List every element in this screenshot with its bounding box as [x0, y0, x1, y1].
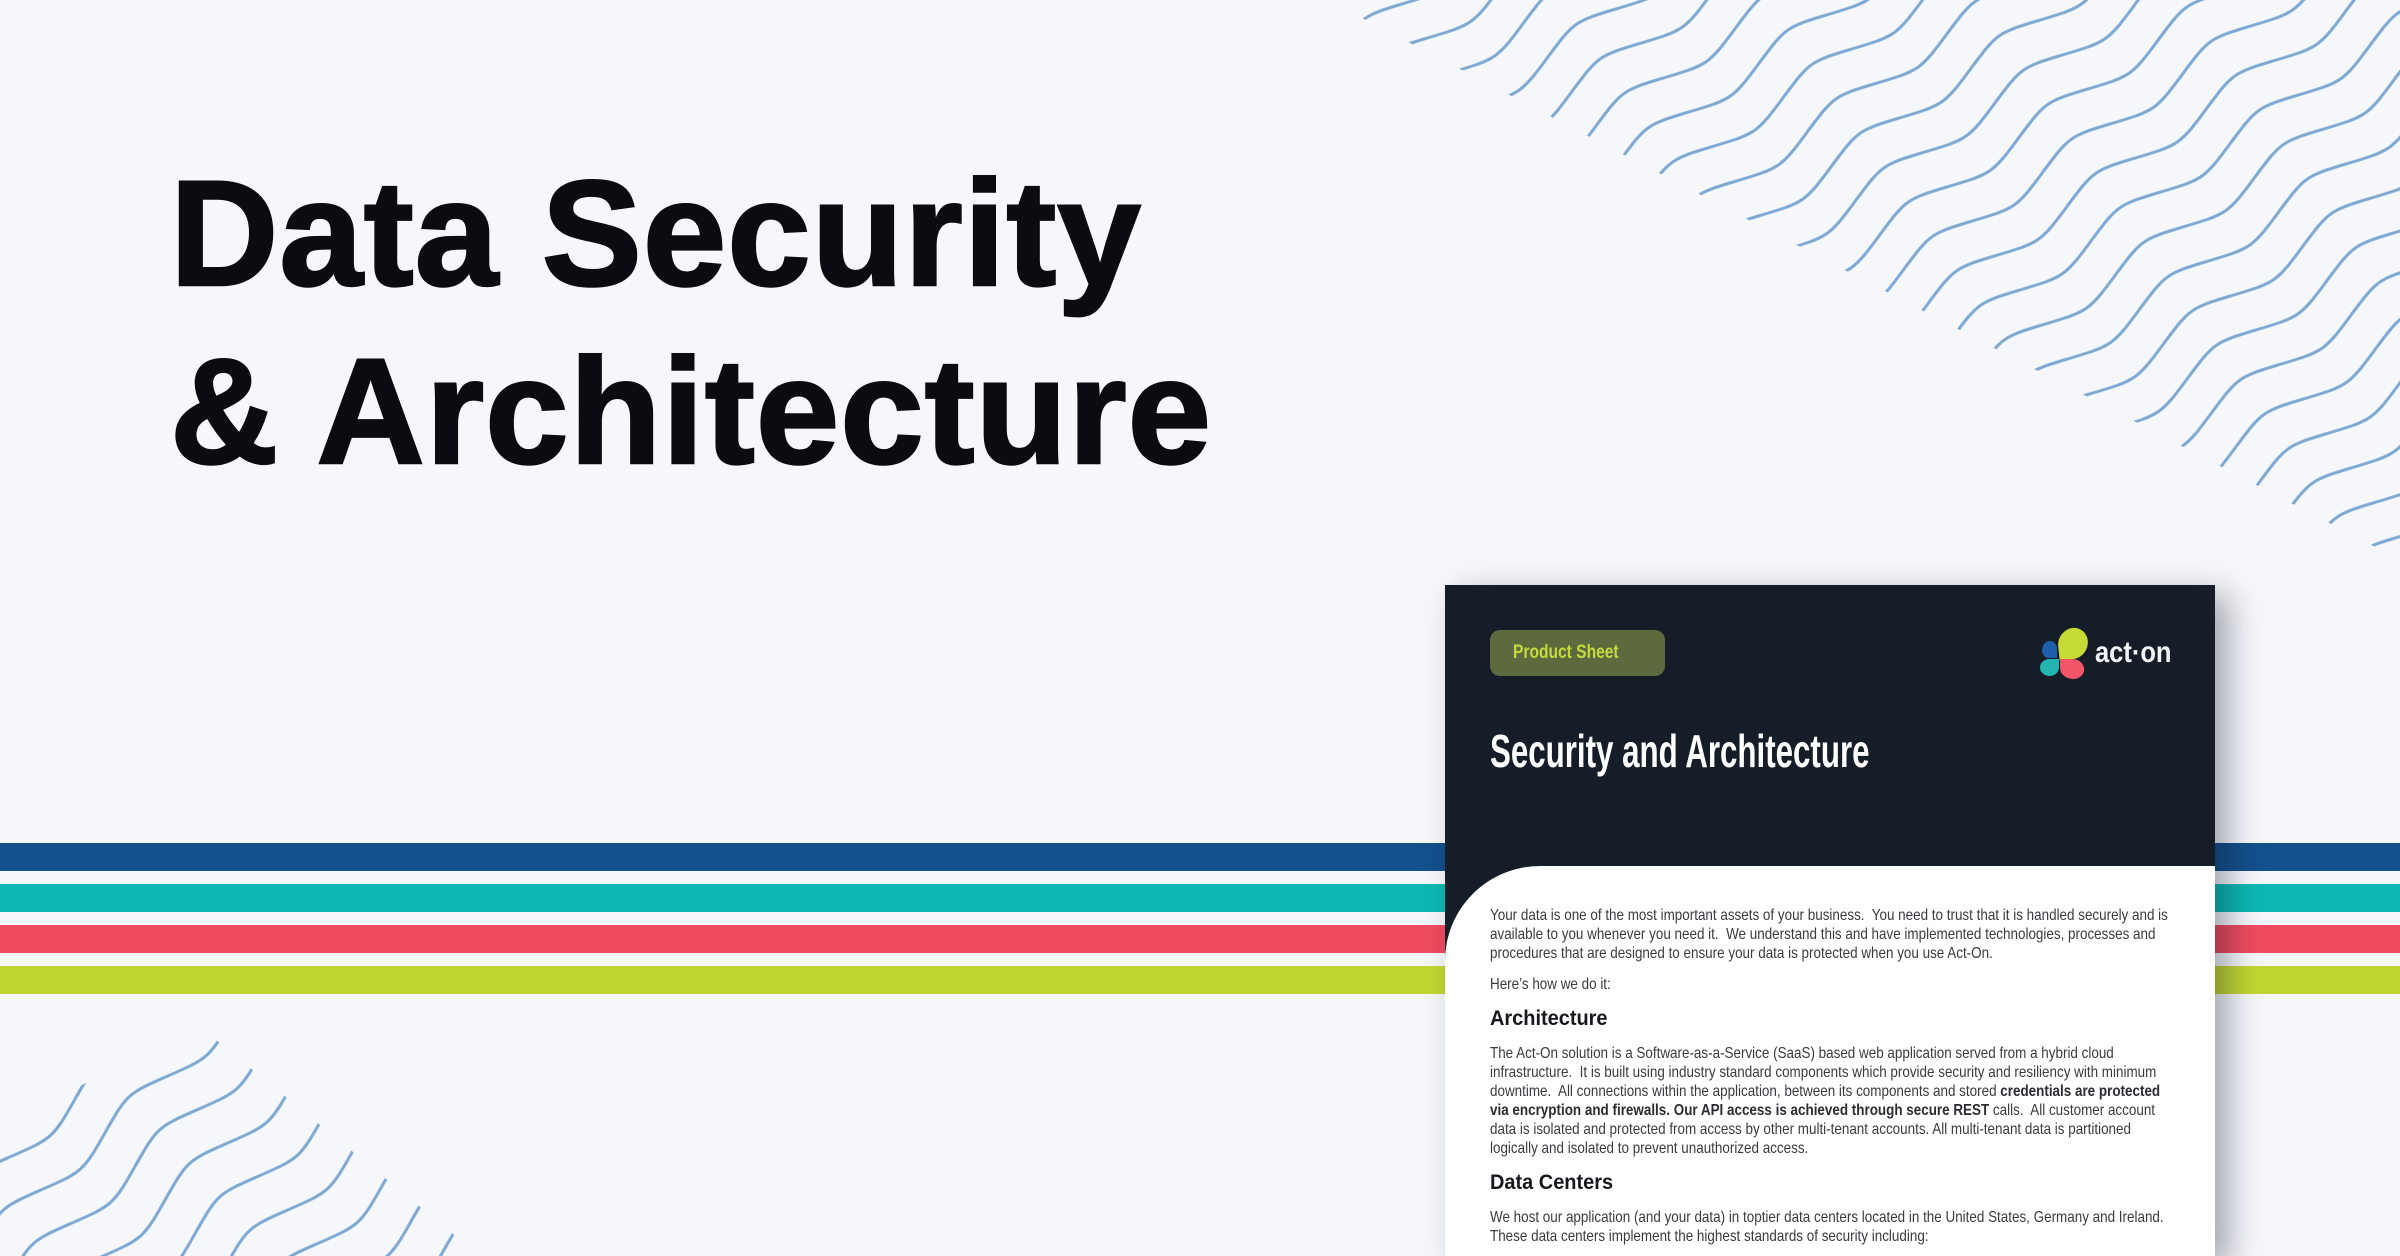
leaf-green-icon: [2056, 627, 2089, 661]
page-title-line2: & Architecture: [170, 327, 1213, 495]
wave-pattern-top-right-svg: [1300, 0, 2400, 560]
leaf-blue-icon: [2042, 641, 2057, 658]
data-centers-paragraph: We host our application (and your data) in toptier data centers located in the United States, Germany and Ireland. These data centers implement the highest standards of security including:: [1490, 1209, 2171, 1245]
product-sheet-badge-label: Product Sheet: [1513, 642, 1619, 663]
architecture-text-start: The Act-On solution is a Software-as-a-Service (SaaS) based web application served from a hybrid cloud infrastructure. It is built using industry standard components which provide security and resiliency with minimum downtime. All connections within the application, between its components and stored: [1490, 1045, 2161, 1100]
acton-logo-wordmark: act·on: [2095, 636, 2172, 669]
acton-logo-mark-icon: [2039, 627, 2089, 679]
architecture-text-end: calls. All customer account data is isolated and protected from access by other multi-tenant accounts. All multi-tenant data is partitioned logically and isolated to prevent unauthorized access.: [1490, 1102, 2159, 1157]
product-sheet-header: [1445, 585, 2215, 866]
wave-pattern-top-right: [1300, 0, 2400, 560]
product-sheet-badge: [1490, 630, 1665, 676]
architecture-text-bold: credentials are protected via encryption and firewalls. Our API access is achieved through secure REST: [1490, 1083, 2164, 1119]
section-heading-architecture: Architecture: [1490, 1007, 1608, 1030]
leaf-teal-icon: [2040, 659, 2059, 676]
wave-pattern-bottom-left-svg: [0, 1016, 480, 1256]
acton-logo: [2039, 627, 2185, 679]
architecture-paragraph: [1490, 1044, 2180, 1158]
wave-pattern-bottom-left: [0, 1016, 480, 1256]
section-heading-data-centers: Data Centers: [1490, 1171, 1614, 1194]
lead-in-text: Here’s how we do it:: [1490, 976, 1611, 993]
leaf-pink-icon: [2060, 659, 2084, 679]
page-title: [170, 144, 1212, 500]
page-title-line1: Data Security: [170, 149, 1142, 317]
intro-paragraph: Your data is one of the most important assets of your business. You need to trust that it is handled securely and is available to you whenever you need it. We understand this and have implemented technologies, processes and procedures that are designed to ensure your data is protected when you use Act-On.: [1490, 907, 2172, 962]
document-title: Security and Architecture: [1490, 725, 1870, 777]
product-sheet-card: [1445, 585, 2215, 1256]
document-body: [1445, 866, 2215, 1256]
